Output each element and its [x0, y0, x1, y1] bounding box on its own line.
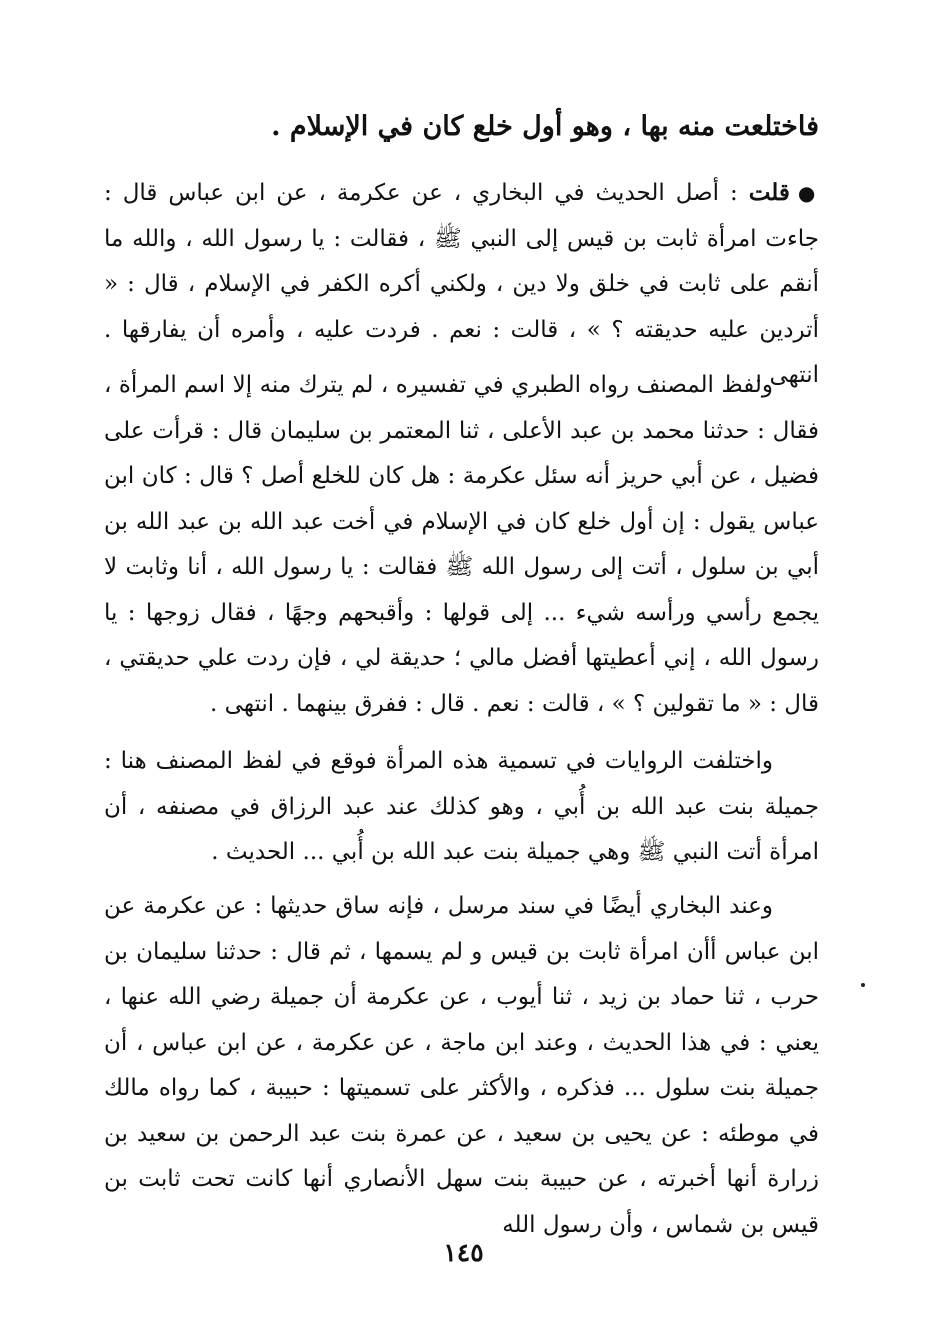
paragraph-3-text: واختلفت الروايات في تسمية هذه المرأة فوقع في لفظ المصنف هنا : جميلة بنت عبد الله بن أُبي ، وهو كذلك عند عبد الرزاق في مصنفه ، أن امرأة أتت النبي ﷺ وهي جميلة بنت عبد الله بن أُبي ... الحديث .	[104, 748, 819, 865]
scan-speck	[861, 983, 865, 987]
paragraph-2-text: ولفظ المصنف رواه الطبري في تفسيره ، لم يترك منه إلا اسم المرأة ، فقال : حدثنا محمد بن عبد الأعلى ، ثنا المعتمر بن سليمان قال : قرأت على فضيل ، عن أبي حريز أنه سئل عكرمة : هل كان للخلع أصل ؟ قال : كان ابن عباس يقول : إن أول خلع كان في الإسلام في أخت عبد الله بن عبد الله بن أبي بن سلول ، أتت إلى رسول الله ﷺ فقالت : يا رسول الله ، أنا وثابت لا يجمع رأسي ورأسه شيء ... إلى قولها : وأقبحهم وجهًا ، فقال زوجها : يا رسول الله ، إني أعطيتها أفضل مالي ؛ حديقة لي ، فإن ردت علي حديقتي ، قال : « ما تقولين ؟ » ، قالت : نعم . قال : ففرق بينهما . انتهى .	[104, 372, 819, 717]
page-heading: فاختلعت منه بها ، وهو أول خلع كان في الإسلام .	[271, 111, 819, 142]
paragraph-3	[104, 739, 819, 876]
paragraph-4	[104, 884, 819, 1248]
paragraph-4-text: وعند البخاري أيضًا في سند مرسل ، فإنه ساق حديثها : عن عكرمة عن ابن عباس أأن امرأة ثابت بن قيس و لم يسمها ، ثم قال : حدثنا سليمان بن حرب ، ثنا حماد بن زيد ، ثنا أيوب ، عن عكرمة أن جميلة رضي الله عنها ، يعني : في هذا الحديث ، وعند ابن ماجة ، عن عكرمة ، عن ابن عباس ، أن جميلة بنت سلول ... فذكره ، والأكثر على تسميتها : حبيبة ، كما رواه مالك في موطئه : عن يحيى بن سعيد ، عن عمرة بنت عبد الرحمن بن سعيد بن زرارة أنها أخبرته ، عن حبيبة بنت سهل الأنصاري أنها كانت تحت ثابت بن قيس بن شماس ، وأن رسول الله	[104, 893, 819, 1238]
paragraph-1-lead: قلت	[748, 179, 790, 206]
paragraph-2	[104, 363, 819, 727]
bullet-icon: ●	[797, 181, 819, 205]
paragraph-1-body: : أصل الحديث في البخاري ، عن عكرمة ، عن ابن عباس قال : جاءت امرأة ثابت بن قيس إلى النبي ﷺ ، فقالت : يا رسول الله ، والله ما أنقم على ثابت في خلق ولا دين ، ولكني أكره الكفر في الإسلام ، قال : « أتردين عليه حديقته ؟ » ، قالت : نعم . فردت عليه ، وأمره أن يفارقها . انتهى .	[104, 180, 819, 388]
page-number: ١٤٥	[443, 1238, 484, 1267]
